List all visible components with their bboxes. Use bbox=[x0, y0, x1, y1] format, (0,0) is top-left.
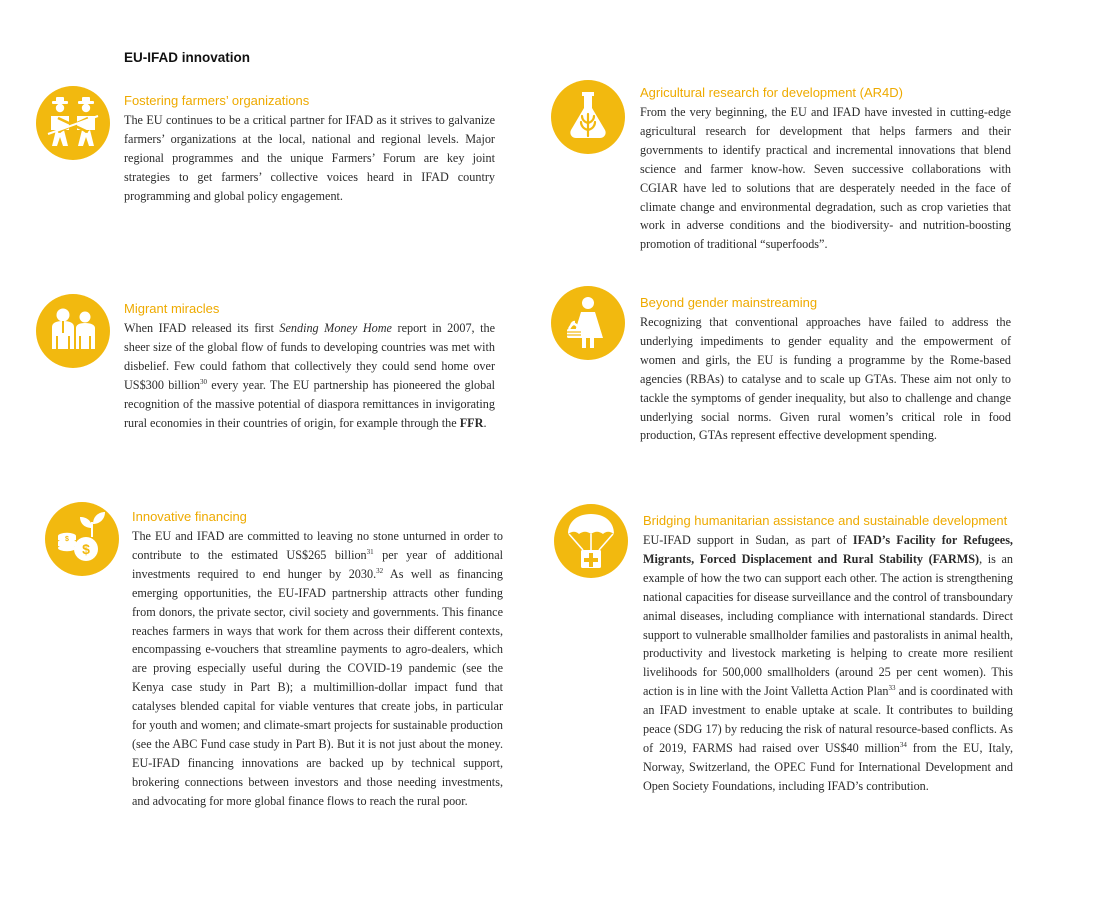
section-heading: Bridging humanitarian assistance and sustainable development bbox=[643, 513, 1008, 528]
woman-with-basket-icon bbox=[551, 286, 625, 360]
parachute-aid-box-icon bbox=[554, 504, 628, 578]
section-body: From the very beginning, the EU and IFAD have invested in cutting-edge agricultural research for development that helps farmers and their governments to identify practical and incremental innovations that blend science and farmer know-how. Seven successive collaborations with CGIAR have led to solutions that are desperately needed in the face of climate change and environmental degradation, such as crop varieties that work in adverse conditions and the biodiversity- and nutrition-boosting promotion of traditional “superfoods”. bbox=[640, 105, 1011, 252]
section-agricultural-research bbox=[640, 84, 1011, 254]
section-fostering-farmers bbox=[124, 92, 495, 206]
coins-plant-icon bbox=[45, 502, 119, 576]
section-gender bbox=[640, 294, 1011, 445]
section-migrant-miracles bbox=[124, 300, 495, 432]
section-heading: Migrant miracles bbox=[124, 301, 220, 316]
section-body: When IFAD released its first Sending Money Home report in 2007, the sheer size of the global flow of funds to developing countries was met with disbelief. Few could fathom that collectively they could send home over US$300 billion$^{30}$ every year. The EU partnership has pioneered the global recognition of the massive potential of diaspora remittances in invigorating rural economies in their countries of origin, for example through the FFR. bbox=[124, 321, 496, 430]
lab-flask-plant-icon bbox=[551, 80, 625, 154]
page-title: EU-IFAD innovation bbox=[124, 50, 250, 65]
svg-text:$: $ bbox=[82, 541, 90, 557]
section-heading: Innovative financing bbox=[132, 509, 247, 524]
section-heading: Agricultural research for development (AR4D) bbox=[640, 85, 903, 100]
section-body: Recognizing that conventional approaches have failed to address the underlying impediments to gender equality and the empowerment of women and girls, the EU is funding a programme by the Rome-based agencies (RBAs) to catalyse and to scale up GTAs. These aim not only to tackle the symptoms of gender inequality, but also to challenge and change underlying social norms. Given rural women’s critical role in food production, GTAs represent effective development spending. bbox=[640, 315, 1011, 443]
section-body: The EU and IFAD are committed to leaving no stone unturned in order to contribute to the estimated US$265 billion$^{31}$ per year of additional investments required to end hunger by 2030.32 As well as financing emerging opportunities, the EU-IFAD partnership attracts other funding from donors, the private sector, civil society and governments. This finance reaches farmers in ways that work for them across their different contexts, encompassing e-vouchers that streamline payments to agro-dealers, which are proving especially useful during the COVID-19 pandemic (see the Kenya case study in Part B); a multimillion-dollar impact fund that catalyses blended capital for viable ventures that create jobs, in particular for youth and women; and climate-smart projects for sustainable production (see the ABC Fund case study in Part B). But it is not just about the money. EU-IFAD financing innovations are backed up by technical support, brokering connections between investors and those needing investments, and advocating for more global finance flows to reach the rural poor. bbox=[132, 529, 503, 808]
section-body: The EU continues to be a critical partner for IFAD as it strives to galvanize farmers’ organizations at the local, national and regional levels. Major regional programmes and the unique Farmers’ Forum are key joint strategies to get farmers’ collective voices heard in IFAD country programming and global policy engagement. bbox=[124, 113, 495, 203]
section-body: EU-IFAD support in Sudan, as part of IFAD’s Facility for Refugees, Migrants, Forced Displacement and Rural Stability (FARMS), is an example of how the two can support each other. The action is strengthening national capacities for disease surveillance and the control of transboundary animal diseases, including compliance with international standards. Direct support to vulnerable smallholder families and pastoralists in animal health, productivity and livestock marketing is helping to create more resilient livelihoods for 500,000 smallholders (around 25 per cent women). This action is in line with the Joint Valletta Action Plan$^{33}$ and is coordinated with an IFAD investment to enable uptake at scale. It contributes to building peace (SDG 17) by reducing the risk of natural resource-based conflicts. As of 2019, FARMS had raised over US$40 million$^{34}$ from the EU, Italy, Norway, Switzerland, the OPEC Fund for International Development and Open Society Foundations, including IFAD’s contribution. bbox=[643, 533, 1014, 793]
section-innovative-financing bbox=[132, 508, 503, 811]
section-heading: Beyond gender mainstreaming bbox=[640, 295, 818, 310]
migrant-family-icon bbox=[36, 294, 110, 368]
section-heading: Fostering farmers’ organizations bbox=[124, 93, 310, 108]
section-humanitarian bbox=[643, 512, 1013, 796]
farmers-group-icon bbox=[36, 86, 110, 160]
svg-text:$: $ bbox=[65, 536, 69, 543]
